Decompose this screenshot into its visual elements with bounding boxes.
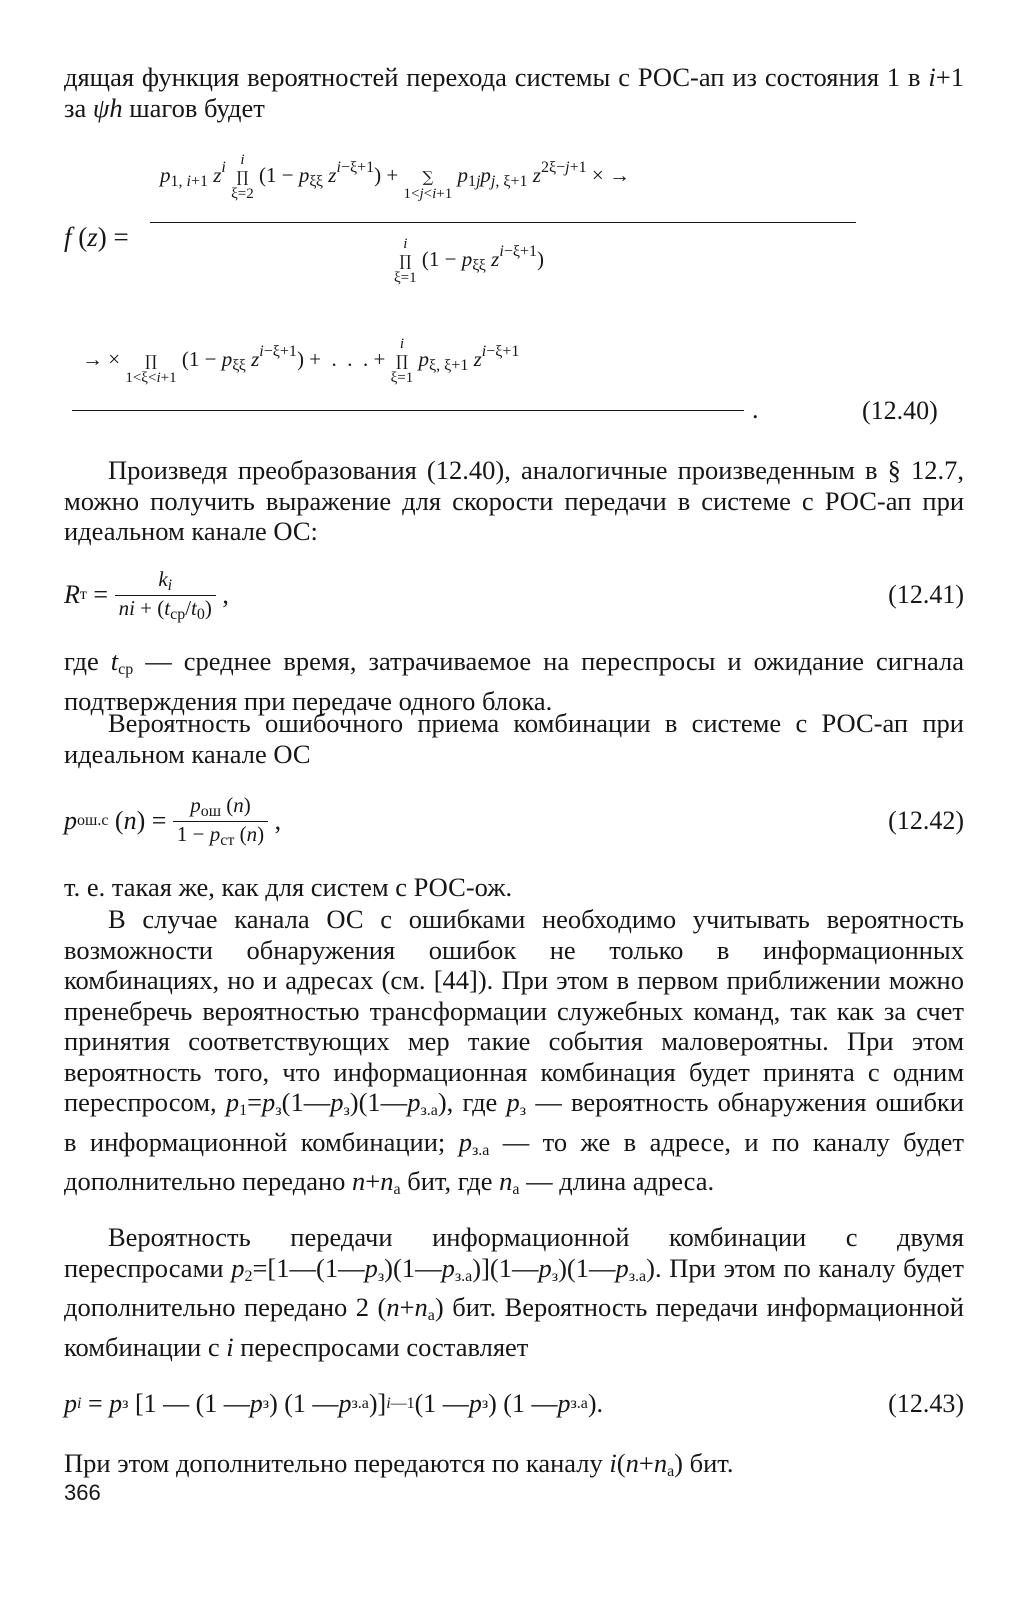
- eq40-continuation: → × ∏ 1<ξ<i+1 ($1 - p_{\xi\xi}$ $z^{i-\xi+1}$) + . . . + i ∏ ξ=1 $p_{\xi, \xi+1}$ $z^{i-\xi+1}$: [82, 335, 520, 386]
- eq42-fraction: $\frac{p_{ош} (n)}{1 - p_{ст} (n)}$: [173, 793, 268, 850]
- eq40-fraction-bar: [150, 222, 856, 223]
- paragraph-error-prob: Вероятность ошибочного приема комбинации в системе с РОС-ап при идеальном канале ОС: [64, 708, 964, 769]
- equation-12-43: [64, 1376, 964, 1432]
- paragraph-tcp: где $t_{ср}$ — среднее время, затрачиваемое на переспросы и ожидание сигнала подтверждения при передаче одного блока.: [64, 646, 964, 716]
- eq41-lhs: R т = $\frac{k_i}{ni + (t_{ср}/t_0)}$ ,: [64, 566, 229, 623]
- eq40-number: (12.40): [862, 396, 938, 425]
- eq40-numerator: $p_{1, i+1}$ $z^i$ i ∏ ξ=2 ($1 - p_{\xi\xi}$ $z^{i-\xi+1}$) + ∑ 1<j<i+1 $p_{1j}p_{j, \xi+1}$ $z^{2\xi-j+1}$ × →: [160, 151, 630, 202]
- eq43-body: p i = p з [1 — (1 — p з ) (1 — p з.а )] i—1 (1 — p з ) (1 — p з.а ).: [64, 1389, 604, 1418]
- equation-12-42: [64, 786, 964, 856]
- paragraph-same: т. е. такая же, как для систем с РОС-ож.: [64, 872, 513, 902]
- eq41-number: (12.41): [888, 580, 964, 609]
- page-number: 366: [64, 1480, 101, 1505]
- eq43-number: (12.43): [888, 1389, 964, 1418]
- paragraph-transform: Произведя преобразования (12.40), аналогичные произведенным в § 12.7, можно получить выражение для скорости передачи в системе с РОС-ап при идеальном канале ОС:: [64, 455, 964, 546]
- eq40-fraction-bar-2: [72, 410, 744, 411]
- paragraph-additional: При этом дополнительно передаются по каналу $i(n+n_а)$ бит.: [64, 1448, 734, 1480]
- paragraph-intro: дящая функция вероятностей перехода системы с РОС-ап из состояния 1 в i+1 за ψh шагов будет: [64, 62, 964, 123]
- eq40-denominator: i ∏ ξ=1 ($1 - p_{\xi\xi}$ $z^{i-\xi+1}$): [394, 235, 544, 286]
- eq40-period: .: [752, 395, 759, 424]
- equation-12-41: [64, 560, 964, 630]
- paragraph-two-requests: Вероятность передачи информационной комбинации с двумя переспросами $p_2=[1—(1—p_з)(1—p_{з.а})](1—p_з)(1—p_{з.а})$. При этом по каналу будет дополнительно передано 2 $(n+n_а)$ бит. Вероятность передачи информационной комбинации с i переспросами составляет: [64, 1222, 964, 1362]
- eq42-number: (12.42): [888, 806, 964, 835]
- paragraph-feedback-errors: В случае канала ОС с ошибками необходимо учитывать вероятность возможности обнаружения ошибок не только в информационных комбинациях, но и адресах (см. [44]). При этом в первом приближении можно пренебречь вероятностью трансформации служебных команд, так как за счет принятия соответствующих мер такие события маловероятны. При этом вероятность того, что информационная комбинация будет принята с одним переспросом, $p_1=p_з(1—p_з)(1—p_{з.а})$, где $p_з$ — вероятность обнаружения ошибки в информационной комбинации; $p_{з.а}$ — то же в адресе, и по каналу будет дополнительно передано $n+n_а$ бит, где $n_а$ — длина адреса.: [64, 904, 964, 1198]
- eq40-lhs: f (z) =: [64, 222, 129, 252]
- eq41-fraction: $\frac{k_i}{ni + (t_{ср}/t_0)}$: [115, 567, 216, 624]
- eq42-lhs: p ош.с ( n ) = $\frac{p_{ош} (n)}{1 - p_{ст} (n)}$ ,: [64, 792, 282, 849]
